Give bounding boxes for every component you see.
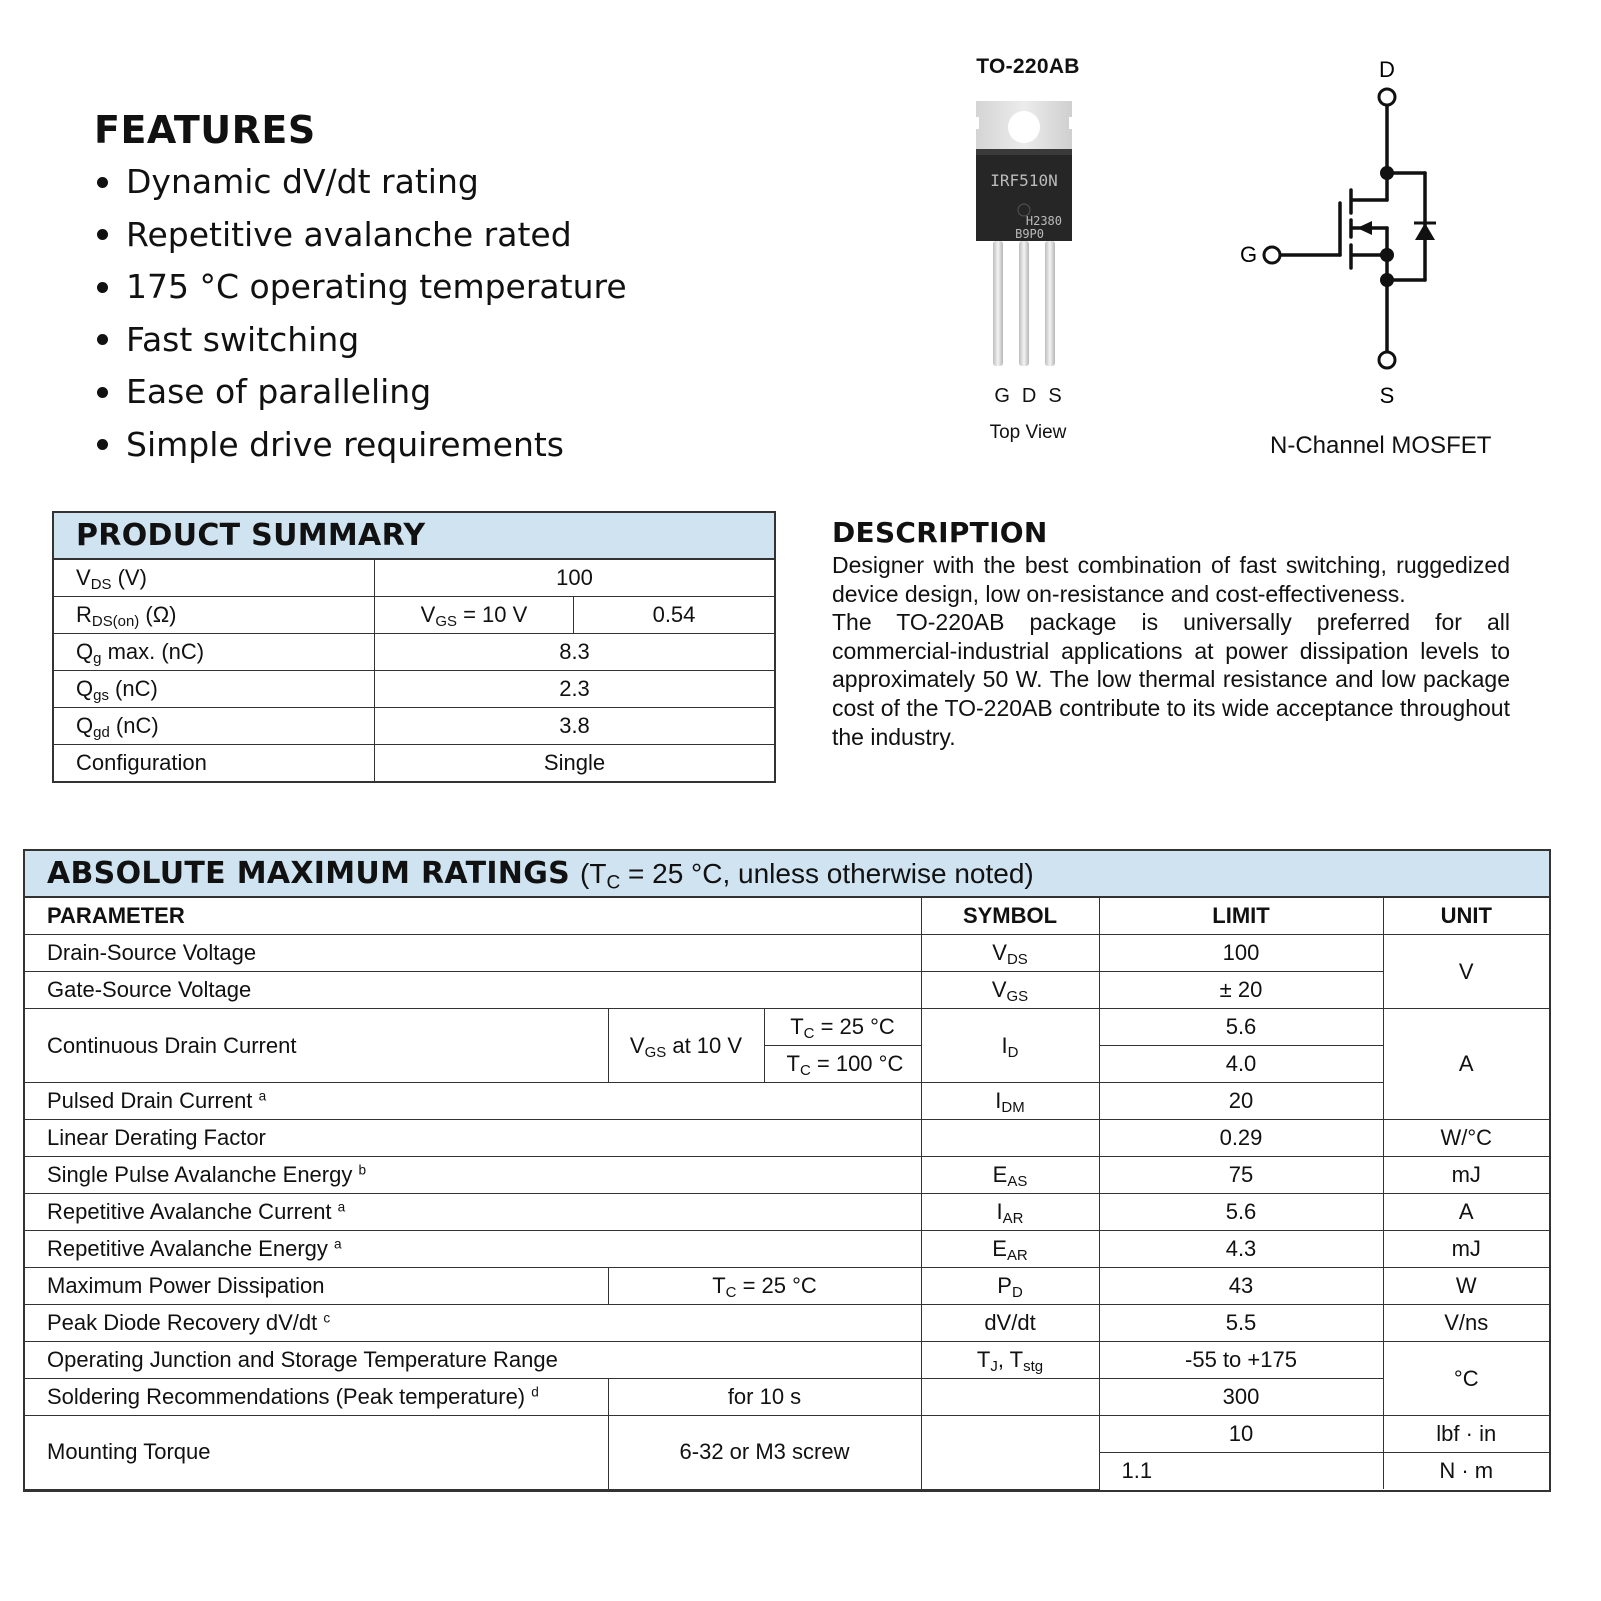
feature-item: Dynamic dV/dt rating [94, 156, 627, 209]
drain-label: D [1379, 57, 1395, 82]
features-title: FEATURES [94, 108, 316, 152]
table-row: Soldering Recommendations (Peak temperature) $^d$ for 10 s 300 [25, 1379, 1549, 1416]
product-summary-title: PRODUCT SUMMARY [54, 513, 774, 560]
features-section [94, 108, 627, 471]
table-row: $R_{DS(on)}$ (Ω) $V_{GS} = 10$ V 0.54 [54, 597, 774, 634]
table-row: 1.1 N · m [25, 1453, 1549, 1490]
feature-item: Repetitive avalanche rated [94, 209, 627, 262]
bullet-icon [97, 282, 108, 293]
package-figure [958, 55, 1098, 444]
marking-lot: H2380 [1025, 214, 1062, 228]
product-summary-table [52, 511, 776, 783]
description-title: DESCRIPTION [832, 516, 1048, 549]
bullet-icon [97, 229, 108, 240]
schematic-caption: N-Channel MOSFET [1270, 432, 1492, 459]
to220-package-icon [958, 83, 1098, 383]
description-paragraph: Designer with the best combination of fast switching, ruggedized device design, low on-resistance and cost-effectiveness. [832, 552, 1510, 607]
marking-part: IRF510N [990, 171, 1058, 190]
gate-label: G [1240, 242, 1258, 267]
table-row: Repetitive Avalanche Current $^a$ $I_{AR}$ 5.6 A [25, 1194, 1549, 1231]
source-label: S [1379, 383, 1395, 408]
pin-labels: GDS [994, 385, 1074, 407]
table-row: Configuration Single [54, 745, 774, 782]
table-row: Maximum Power Dissipation $T_C = 25$ °C $P_D$ 43 W [25, 1268, 1549, 1305]
table-row: Peak Diode Recovery dV/dt $^c$ dV/dt 5.5 V/ns [25, 1305, 1549, 1342]
package-title: TO-220AB [976, 55, 1080, 78]
marking-code: B9P0 [1015, 227, 1044, 241]
bullet-icon [97, 177, 108, 188]
table-row: Pulsed Drain Current $^a$ $I_{DM}$ 20 [25, 1083, 1549, 1120]
table-row: $T_C = 100$ °C 4.0 [25, 1046, 1549, 1083]
table-row: $Q_g$ max. (nC) 8.3 [54, 634, 774, 671]
amr-title: ABSOLUTE MAXIMUM RATINGS ($T_C = 25$ °C, unless otherwise noted) [25, 851, 1549, 898]
table-header-row: PARAMETER SYMBOL LIMIT UNIT [25, 898, 1549, 935]
bullet-icon [97, 387, 108, 398]
top-view-label: Top View [989, 422, 1067, 443]
table-row: Mounting Torque 6-32 or M3 screw 10 lbf · in [25, 1416, 1549, 1453]
features-list [94, 156, 627, 471]
table-row: Gate-Source Voltage $V_{GS}$ ± 20 [25, 972, 1549, 1009]
table-row: Repetitive Avalanche Energy $^a$ $E_{AR}$ 4.3 mJ [25, 1231, 1549, 1268]
mosfet-schematic [1230, 55, 1530, 475]
feature-item: Simple drive requirements [94, 419, 627, 472]
feature-item: Fast switching [94, 314, 627, 367]
table-row: Single Pulse Avalanche Energy $^b$ $E_{AS}$ 75 mJ [25, 1157, 1549, 1194]
table-row: Continuous Drain Current $V_{GS}$ at 10 V $T_C = 25$ °C $I_D$ 5.6 A [25, 1009, 1549, 1046]
table-row: $V_{DS}$ (V) 100 [54, 560, 774, 597]
description-paragraph: The TO-220AB package is universally preferred for all commercial-industrial applications at power dissipation levels to approximately 50 W. The low thermal resistance and low package cost of the TO-220AB contribute to its wide acceptance throughout the industry. [832, 609, 1510, 750]
absolute-max-ratings-table [23, 849, 1551, 1492]
bullet-icon [97, 334, 108, 345]
table-row: Drain-Source Voltage $V_{DS}$ 100 V [25, 935, 1549, 972]
table-row: $Q_{gd}$ (nC) 3.8 [54, 708, 774, 745]
feature-item: Ease of paralleling [94, 366, 627, 419]
table-row: Operating Junction and Storage Temperature Range $T_J$, $T_{stg}$ -55 to +175 °C [25, 1342, 1549, 1379]
table-row: Linear Derating Factor 0.29 W/°C [25, 1120, 1549, 1157]
description-section [832, 516, 1510, 751]
bullet-icon [97, 439, 108, 450]
feature-item: 175 °C operating temperature [94, 261, 627, 314]
table-row: $Q_{gs}$ (nC) 2.3 [54, 671, 774, 708]
